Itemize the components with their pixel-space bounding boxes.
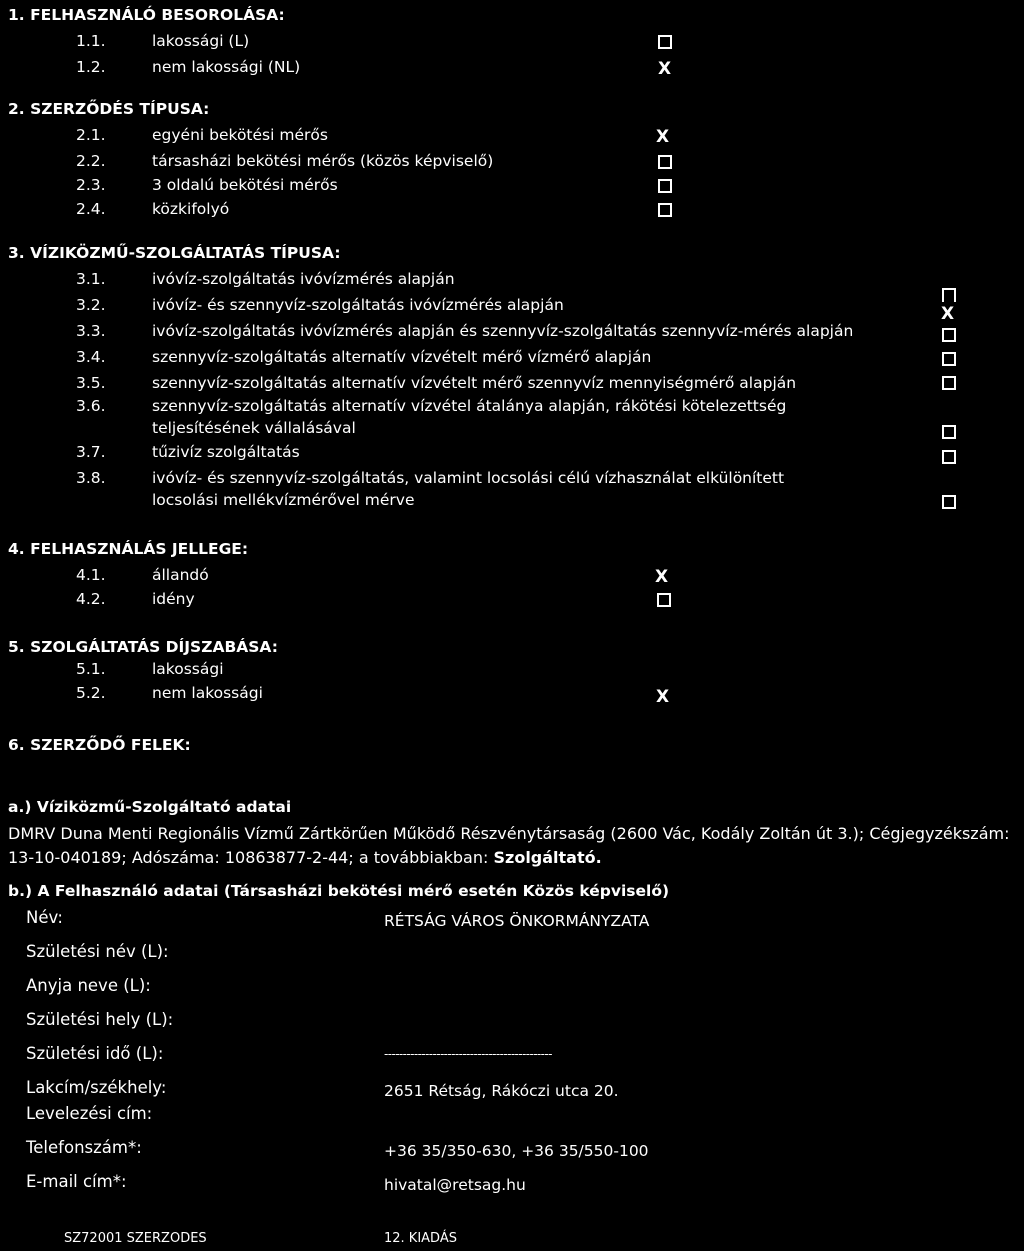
item-3-6-number: 3.6. <box>76 397 106 415</box>
checkbox-3-2-checked[interactable]: X <box>941 304 955 324</box>
service-provider-ids: 13-10-040189; Adószáma: 10863877-2-44; a továbbiakban: <box>8 848 489 867</box>
field-label-name: Név: <box>26 908 63 927</box>
item-3-6-text-line2: teljesítésének vállalásával <box>152 419 356 437</box>
item-1-2-text: nem lakossági (NL) <box>152 58 301 76</box>
item-5-2-number: 5.2. <box>76 684 106 702</box>
item-5-2-text: nem lakossági <box>152 684 263 702</box>
item-4-1-text: állandó <box>152 566 209 584</box>
item-3-8-text-line2: locsolási mellékvízmérővel mérve <box>152 491 415 509</box>
item-3-5-number: 3.5. <box>76 374 106 392</box>
item-2-3-text: 3 oldalú bekötési mérős <box>152 176 338 194</box>
item-3-5-text: szennyvíz-szolgáltatás alternatív vízvételt mérő szennyvíz mennyiségmérő alapján <box>152 374 797 392</box>
section-4-title: 4. FELHASZNÁLÁS JELLEGE: <box>8 540 249 558</box>
checkbox-3-6[interactable] <box>942 425 956 439</box>
item-2-2-text: társasházi bekötési mérős (közös képviselő) <box>152 152 494 170</box>
item-4-1-number: 4.1. <box>76 566 106 584</box>
service-provider-details-line1: DMRV Duna Menti Regionális Vízmű Zártkörűen Működő Részvénytársaság (2600 Vác, Kodály Zoltán út 3.); Cégjegyzékszám: <box>8 824 1010 843</box>
item-4-2-text: idény <box>152 590 195 608</box>
item-3-4-number: 3.4. <box>76 348 106 366</box>
checkbox-3-1[interactable] <box>942 288 956 302</box>
section-1-title: 1. FELHASZNÁLÓ BESOROLÁSA: <box>8 6 285 24</box>
item-3-3-number: 3.3. <box>76 322 106 340</box>
field-label-postal-address: Levelezési cím: <box>26 1104 153 1123</box>
item-5-1-number: 5.1. <box>76 660 106 678</box>
checkbox-2-4[interactable] <box>658 203 672 217</box>
item-3-8-text: ivóvíz- és szennyvíz-szolgáltatás, valamint locsolási célú vízhasználat elkülönített <box>152 469 785 487</box>
service-provider-details-line2 <box>8 850 602 866</box>
customer-heading: b.) A Felhasználó adatai (Társasházi bekötési mérő esetén Közös képviselő) <box>8 882 670 900</box>
item-1-1-text: lakossági (L) <box>152 32 250 50</box>
item-1-2-number: 1.2. <box>76 58 106 76</box>
service-provider-heading: a.) Víziközmű-Szolgáltató adatai <box>8 798 292 816</box>
footer-edition: 12. KIADÁS <box>384 1231 457 1246</box>
item-2-4-text: közkifolyó <box>152 200 230 218</box>
checkbox-1-2-checked[interactable]: X <box>658 59 672 79</box>
field-label-birth-name: Születési név (L): <box>26 942 169 961</box>
field-value-name: RÉTSÁG VÁROS ÖNKORMÁNYZATA <box>384 912 650 930</box>
item-3-1-text: ivóvíz-szolgáltatás ivóvízmérés alapján <box>152 270 455 288</box>
item-3-6-text: szennyvíz-szolgáltatás alternatív vízvétel átalánya alapján, rákötési kötelezettség <box>152 397 787 415</box>
checkbox-2-2[interactable] <box>658 155 672 169</box>
section-5-title: 5. SZOLGÁLTATÁS DÍJSZABÁSA: <box>8 638 278 656</box>
section-3-title: 3. VÍZIKÖZMŰ-SZOLGÁLTATÁS TÍPUSA: <box>8 244 341 262</box>
section-2-title: 2. SZERZŐDÉS TÍPUSA: <box>8 100 210 118</box>
service-provider-alias: Szolgáltató. <box>493 848 602 867</box>
item-3-8-number: 3.8. <box>76 469 106 487</box>
item-3-7-text: tűzivíz szolgáltatás <box>152 443 300 461</box>
footer-document-code: SZ72001 SZERZODES <box>64 1231 207 1246</box>
checkbox-3-8[interactable] <box>942 495 956 509</box>
item-1-1-number: 1.1. <box>76 32 106 50</box>
checkbox-3-4[interactable] <box>942 352 956 366</box>
section-6-title: 6. SZERZŐDŐ FELEK: <box>8 736 191 754</box>
item-2-3-number: 2.3. <box>76 176 106 194</box>
field-value-birth-date: --------------------------------------------- <box>384 1047 552 1061</box>
checkbox-3-7[interactable] <box>942 450 956 464</box>
item-3-3-text: ivóvíz-szolgáltatás ivóvízmérés alapján és szennyvíz-szolgáltatás szennyvíz-mérés alapján <box>152 322 854 340</box>
field-label-phone: Telefonszám*: <box>26 1138 142 1157</box>
item-4-2-number: 4.2. <box>76 590 106 608</box>
item-3-2-text: ivóvíz- és szennyvíz-szolgáltatás ivóvízmérés alapján <box>152 296 564 314</box>
item-2-2-number: 2.2. <box>76 152 106 170</box>
item-3-7-number: 3.7. <box>76 443 106 461</box>
field-label-birth-place: Születési hely (L): <box>26 1010 174 1029</box>
field-value-email: hivatal@retsag.hu <box>384 1176 526 1194</box>
checkbox-2-3[interactable] <box>658 179 672 193</box>
checkbox-2-1-checked[interactable]: X <box>656 127 670 147</box>
item-3-1-number: 3.1. <box>76 270 106 288</box>
item-2-4-number: 2.4. <box>76 200 106 218</box>
checkbox-4-1-checked[interactable]: X <box>655 567 669 587</box>
checkbox-3-3[interactable] <box>942 328 956 342</box>
checkbox-1-1[interactable] <box>658 35 672 49</box>
field-label-birth-date: Születési idő (L): <box>26 1044 164 1063</box>
item-3-4-text: szennyvíz-szolgáltatás alternatív vízvételt mérő vízmérő alapján <box>152 348 652 366</box>
field-value-address: 2651 Rétság, Rákóczi utca 20. <box>384 1082 619 1100</box>
item-2-1-text: egyéni bekötési mérős <box>152 126 328 144</box>
field-value-phone: +36 35/350-630, +36 35/550-100 <box>384 1142 649 1160</box>
field-label-address: Lakcím/székhely: <box>26 1078 167 1097</box>
item-5-1-text: lakossági <box>152 660 224 678</box>
item-3-2-number: 3.2. <box>76 296 106 314</box>
checkbox-5-2-checked[interactable]: X <box>656 687 670 707</box>
checkbox-4-2[interactable] <box>657 593 671 607</box>
checkbox-3-5[interactable] <box>942 376 956 390</box>
item-2-1-number: 2.1. <box>76 126 106 144</box>
field-label-mother-name: Anyja neve (L): <box>26 976 151 995</box>
field-label-email: E-mail cím*: <box>26 1172 127 1191</box>
